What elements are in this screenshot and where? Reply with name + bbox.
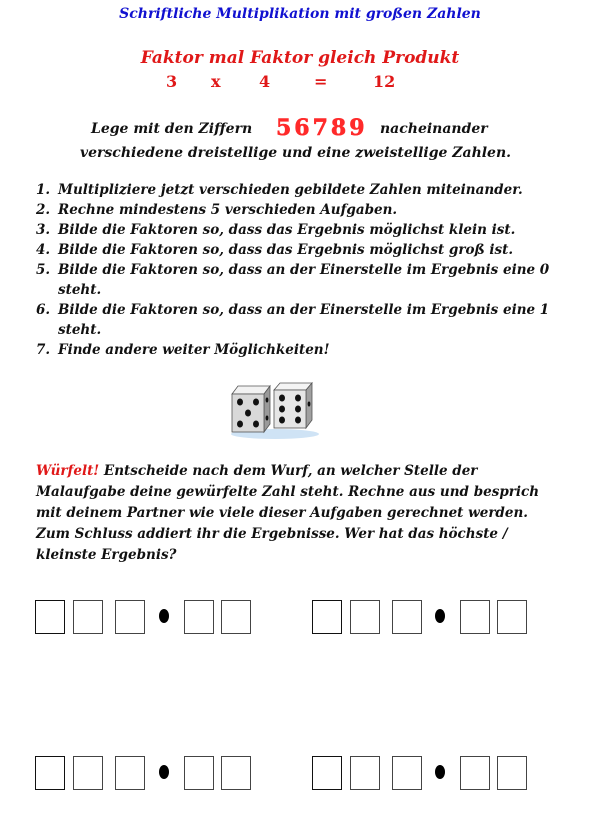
digit-box[interactable] [392, 600, 422, 634]
task-text: Bilde die Faktoren so, dass das Ergebnis möglichst klein ist. [58, 222, 516, 238]
formula-product: 12 [373, 72, 396, 91]
dice-label: Würfelt! [36, 463, 100, 479]
digit-box[interactable] [350, 600, 380, 634]
digit-box[interactable] [460, 756, 490, 790]
task-number: 7. [36, 342, 51, 358]
digit-box[interactable] [184, 756, 214, 790]
page-title: Schriftliche Multiplikation mit großen Zahlen [119, 6, 481, 22]
task-text: Finde andere weiter Möglichkeiten! [58, 342, 330, 358]
digit-box[interactable] [497, 756, 527, 790]
task-number: 3. [36, 222, 51, 238]
digit-box[interactable] [115, 756, 145, 790]
intro-line-1-end: nacheinander [380, 121, 488, 137]
multiply-dot [435, 765, 445, 779]
task-item [28, 220, 573, 240]
digit-box[interactable] [73, 756, 103, 790]
multiply-dot [435, 609, 445, 623]
task-item [28, 200, 573, 220]
intro-line-2: verschiedene dreistellige und eine zweistellige Zahlen. [80, 145, 512, 161]
formula-equals-sign: = [314, 72, 328, 91]
digit-box[interactable] [312, 756, 342, 790]
task-item [28, 260, 573, 300]
task-item [28, 300, 573, 340]
task-item [28, 240, 573, 260]
digit-box[interactable] [497, 600, 527, 634]
task-text: Bilde die Faktoren so, dass an der Einerstelle im Ergebnis eine 0 steht. [58, 262, 550, 298]
digit-box[interactable] [221, 600, 251, 634]
digit-box[interactable] [115, 600, 145, 634]
task-list [28, 180, 573, 360]
digit-box[interactable] [221, 756, 251, 790]
digit-box[interactable] [392, 756, 422, 790]
digit-box[interactable] [35, 600, 65, 634]
formula-heading: Faktor mal Faktor gleich Produkt [140, 48, 460, 68]
dice-instructions [36, 461, 556, 566]
task-number: 4. [36, 242, 51, 258]
task-text: Bilde die Faktoren so, dass an der Einerstelle im Ergebnis eine 1 steht. [58, 302, 550, 338]
dice-icon [228, 380, 323, 440]
formula-times-sign: x [211, 72, 221, 91]
task-text: Rechne mindestens 5 verschieden Aufgaben. [58, 202, 398, 218]
digit-box[interactable] [312, 600, 342, 634]
task-number: 6. [36, 302, 51, 318]
digit-box[interactable] [460, 600, 490, 634]
task-item [28, 180, 573, 200]
formula-factor-1: 3 [166, 72, 178, 91]
digit-box[interactable] [35, 756, 65, 790]
task-text: Bilde die Faktoren so, dass das Ergebnis möglichst groß ist. [58, 242, 514, 258]
digit-box[interactable] [184, 600, 214, 634]
intro-line-1: Lege mit den Ziffern [91, 121, 253, 137]
multiply-dot [159, 609, 169, 623]
digit-box[interactable] [73, 600, 103, 634]
task-number: 5. [36, 262, 51, 278]
task-text: Multipliziere jetzt verschieden gebildete Zahlen miteinander. [58, 182, 523, 198]
digit-box[interactable] [350, 756, 380, 790]
multiply-dot [159, 765, 169, 779]
digits-display: 56789 [276, 115, 368, 141]
task-number: 1. [36, 182, 51, 198]
task-number: 2. [36, 202, 51, 218]
dice-text: Entscheide nach dem Wurf, an welcher Stelle der Malaufgabe deine gewürfelte Zahl steht. Rechne aus und besprich mit deinem Partner wie viele dieser Aufgaben gerechnet werden. Zum Schluss addiert ihr die Ergebnisse. Wer hat das höchste / kleinste Ergebnis? [36, 463, 540, 563]
formula-factor-2: 4 [259, 72, 271, 91]
task-item [28, 340, 573, 360]
